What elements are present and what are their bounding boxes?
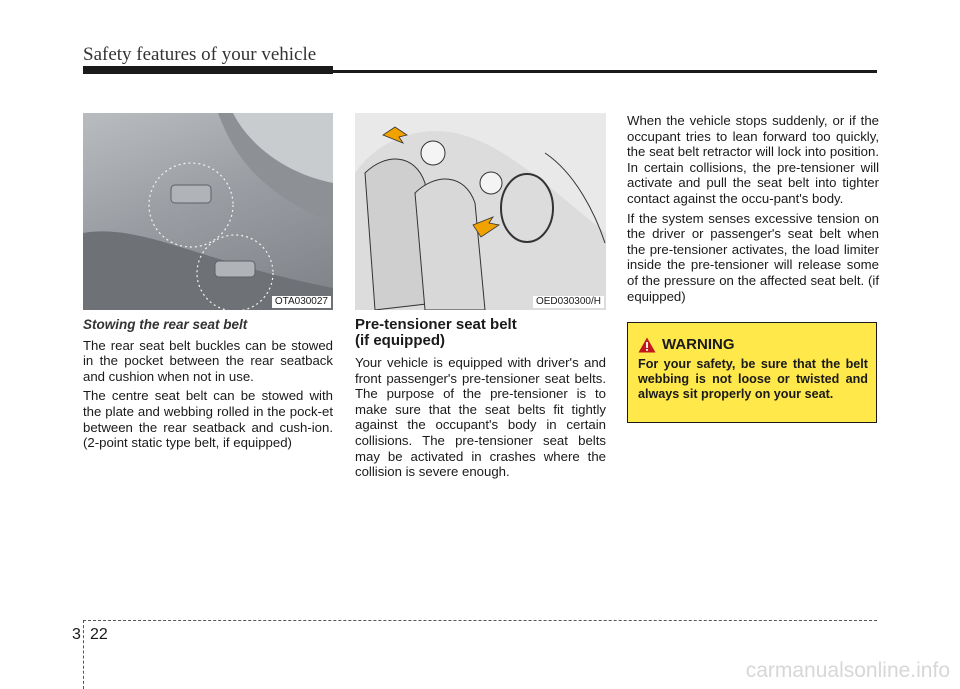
page-header-title: Safety features of your vehicle <box>83 44 317 65</box>
footer-rule <box>83 620 877 621</box>
warning-triangle-icon <box>638 337 656 353</box>
body-paragraph: When the vehicle stops suddenly, or if the occupant tries to lean forward too quickly, the seat belt retractor will lock into position. In certain collisions, the pre-tensioner will activate and pull the seat belt into tighter contact against the occu-pant's body. <box>627 113 879 206</box>
figure-code-label: OED030300/H <box>533 296 604 308</box>
warning-header <box>638 336 735 353</box>
middle-column <box>355 317 606 484</box>
body-paragraph: The rear seat belt buckles can be stowed in the pocket between the rear seatback and cushion when not in use. <box>83 337 333 384</box>
pre-tensioner-illustration <box>355 113 606 310</box>
site-watermark: carmanualsonline.info <box>745 659 950 682</box>
footer-divider <box>83 620 84 689</box>
warning-box <box>627 322 877 423</box>
heading-line: (if equipped) <box>355 332 445 349</box>
warning-title: WARNING <box>662 336 735 353</box>
body-paragraph: If the system senses excessive tension on the driver or passenger's seat belt when the pre-tensioner activates, the load limiter inside the pre-tensioner will release some of the pressure on the affected seat belt. (if equipped) <box>627 210 879 304</box>
figure-code-label: OTA030027 <box>272 296 331 308</box>
left-column <box>83 317 333 455</box>
section-subtitle: Stowing the rear seat belt <box>83 317 248 332</box>
heading-line: Pre-tensioner seat belt <box>355 316 517 333</box>
body-paragraph: Your vehicle is equipped with driver's and front passenger's pre-tensioner seat belts. The purpose of the pre-tensioner is to make sure that the seat belts fit tightly against the occupant's body in certain collisions. The pre-tensioner seat belts may be activated in crashes where the collision is severe enough. <box>355 355 606 480</box>
body-paragraph: The centre seat belt can be stowed with the plate and webbing rolled in the pock-et between the rear seatback and cush-ion. (2-point static type belt, if equipped) <box>83 388 333 451</box>
figure-pre-tensioner <box>355 113 606 310</box>
rear-seat-illustration <box>83 113 333 310</box>
page-number: 22 <box>90 626 108 643</box>
header-rule <box>83 70 877 73</box>
chapter-number: 3 <box>72 626 81 643</box>
warning-text: For your safety, be sure that the belt webbing is not loose or twisted and always sit properly on your seat. <box>638 357 868 401</box>
section-heading <box>355 317 606 349</box>
figure-rear-seat-buckles <box>83 113 333 310</box>
right-column <box>627 113 879 308</box>
